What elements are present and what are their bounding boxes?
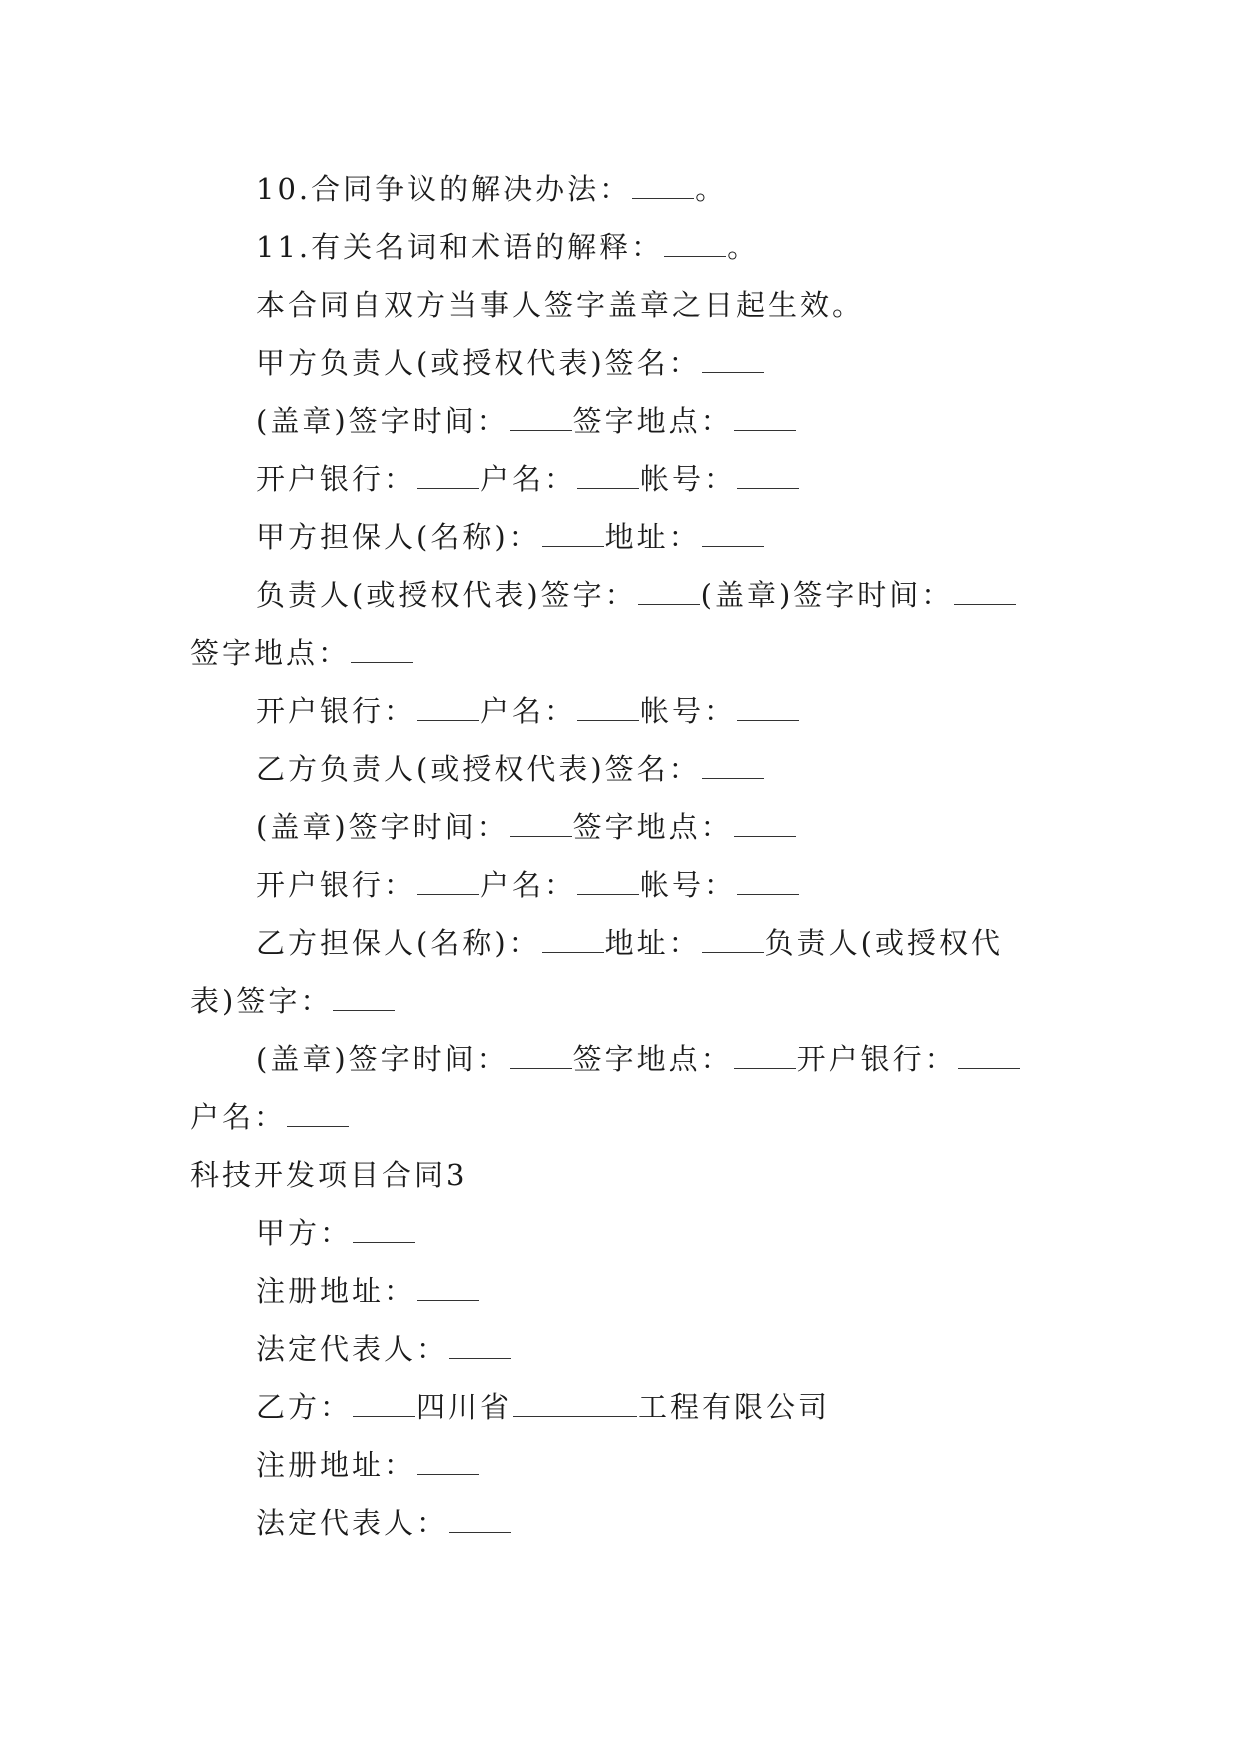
fill-in-blank: [954, 584, 1016, 605]
text-segment: 负责人(或授权代表)签字：: [256, 578, 637, 612]
fill-in-blank: [287, 1106, 349, 1127]
fill-in-blank: [577, 468, 639, 489]
text-segment: 帐号：: [640, 462, 737, 496]
text-line: [190, 856, 1060, 914]
fill-in-blank: [638, 584, 700, 605]
text-segment: 开户银行：: [256, 694, 417, 728]
text-segment: 地址：: [604, 520, 701, 554]
text-line: [190, 334, 1060, 392]
text-segment: 10.合同争议的解决办法：: [256, 172, 632, 206]
text-line: [190, 566, 1060, 624]
text-segment: 开户银行：: [256, 868, 417, 902]
fill-in-blank: [417, 874, 479, 895]
text-segment: 甲方负责人(或授权代表)签名：: [256, 346, 701, 380]
fill-in-blank: [333, 990, 395, 1011]
text-segment: 户名：: [480, 868, 577, 902]
text-line: [190, 1320, 1060, 1378]
fill-in-blank: [577, 874, 639, 895]
text-segment: 开户银行：: [796, 1042, 957, 1076]
fill-in-blank: [449, 1338, 511, 1359]
text-segment: 法定代表人：: [256, 1506, 449, 1540]
text-line: [190, 1088, 1060, 1146]
text-line: [190, 1436, 1060, 1494]
fill-in-blank: [702, 352, 764, 373]
fill-in-blank: [737, 700, 799, 721]
text-line: [190, 450, 1060, 508]
text-segment: 开户银行：: [256, 462, 417, 496]
fill-in-blank: [702, 526, 764, 547]
text-segment: 签字地点：: [572, 810, 733, 844]
text-segment: 帐号：: [640, 694, 737, 728]
text-segment: 11.有关名词和术语的解释：: [256, 230, 664, 264]
fill-in-blank: [702, 758, 764, 779]
text-line: [190, 914, 1060, 972]
fill-in-blank: [351, 642, 413, 663]
fill-in-blank: [664, 236, 726, 257]
text-line: [190, 160, 1060, 218]
text-segment: 户名：: [190, 1100, 287, 1134]
text-line: [190, 1030, 1060, 1088]
fill-in-blank: [577, 700, 639, 721]
text-line: [190, 1146, 1060, 1204]
text-line: [190, 508, 1060, 566]
text-segment: 帐号：: [640, 868, 737, 902]
fill-in-blank: [737, 468, 799, 489]
fill-in-blank: [542, 526, 604, 547]
fill-in-blank: [510, 816, 572, 837]
fill-in-blank: [632, 178, 694, 199]
text-segment: 甲方担保人(名称)：: [256, 520, 541, 554]
text-line: [190, 624, 1060, 682]
text-line: [190, 682, 1060, 740]
text-line: [190, 740, 1060, 798]
fill-in-blank: [417, 468, 479, 489]
text-line: [190, 1378, 1060, 1436]
text-segment: (盖章)签字时间：: [256, 1042, 509, 1076]
fill-in-blank: [702, 932, 764, 953]
text-segment: (盖章)签字时间：: [700, 578, 954, 612]
text-segment: 科技开发项目合同3: [190, 1158, 468, 1192]
text-segment: 甲方：: [256, 1216, 353, 1250]
text-segment: 乙方担保人(名称)：: [256, 926, 541, 960]
text-line: [190, 1494, 1060, 1552]
text-segment: 本合同自双方当事人签字盖章之日起生效。: [256, 288, 865, 322]
fill-in-blank: [734, 816, 796, 837]
text-segment: (盖章)签字时间：: [256, 810, 509, 844]
fill-in-blank: [734, 1048, 796, 1069]
text-line: [190, 392, 1060, 450]
text-line: [190, 972, 1060, 1030]
text-segment: 签字地点：: [190, 636, 351, 670]
text-line: [190, 1204, 1060, 1262]
text-segment: 表)签字：: [190, 984, 333, 1018]
text-segment: (盖章)签字时间：: [256, 404, 509, 438]
text-segment: 户名：: [480, 462, 577, 496]
fill-in-blank: [417, 700, 479, 721]
fill-in-blank: [510, 1048, 572, 1069]
text-segment: 工程有限公司: [638, 1390, 831, 1424]
text-segment: 法定代表人：: [256, 1332, 449, 1366]
fill-in-blank: [542, 932, 604, 953]
text-segment: 乙方负责人(或授权代表)签名：: [256, 752, 701, 786]
fill-in-blank: [353, 1396, 415, 1417]
fill-in-blank: [513, 1396, 637, 1417]
text-line: [190, 276, 1060, 334]
text-segment: 签字地点：: [572, 404, 733, 438]
contract-body: [190, 160, 1060, 1552]
text-segment: 注册地址：: [256, 1274, 417, 1308]
text-segment: 负责人(或授权代: [764, 926, 1003, 960]
text-segment: 签字地点：: [572, 1042, 733, 1076]
fill-in-blank: [737, 874, 799, 895]
text-segment: 户名：: [480, 694, 577, 728]
fill-in-blank: [510, 410, 572, 431]
text-segment: 。: [695, 172, 728, 206]
fill-in-blank: [417, 1280, 479, 1301]
fill-in-blank: [734, 410, 796, 431]
text-line: [190, 798, 1060, 856]
fill-in-blank: [958, 1048, 1020, 1069]
text-line: [190, 218, 1060, 276]
fill-in-blank: [353, 1222, 415, 1243]
text-segment: 地址：: [604, 926, 701, 960]
text-segment: 乙方：: [256, 1390, 353, 1424]
text-segment: 注册地址：: [256, 1448, 417, 1482]
text-line: [190, 1262, 1060, 1320]
fill-in-blank: [449, 1512, 511, 1533]
fill-in-blank: [417, 1454, 479, 1475]
text-segment: 四川省: [416, 1390, 513, 1424]
text-segment: 。: [727, 230, 760, 264]
